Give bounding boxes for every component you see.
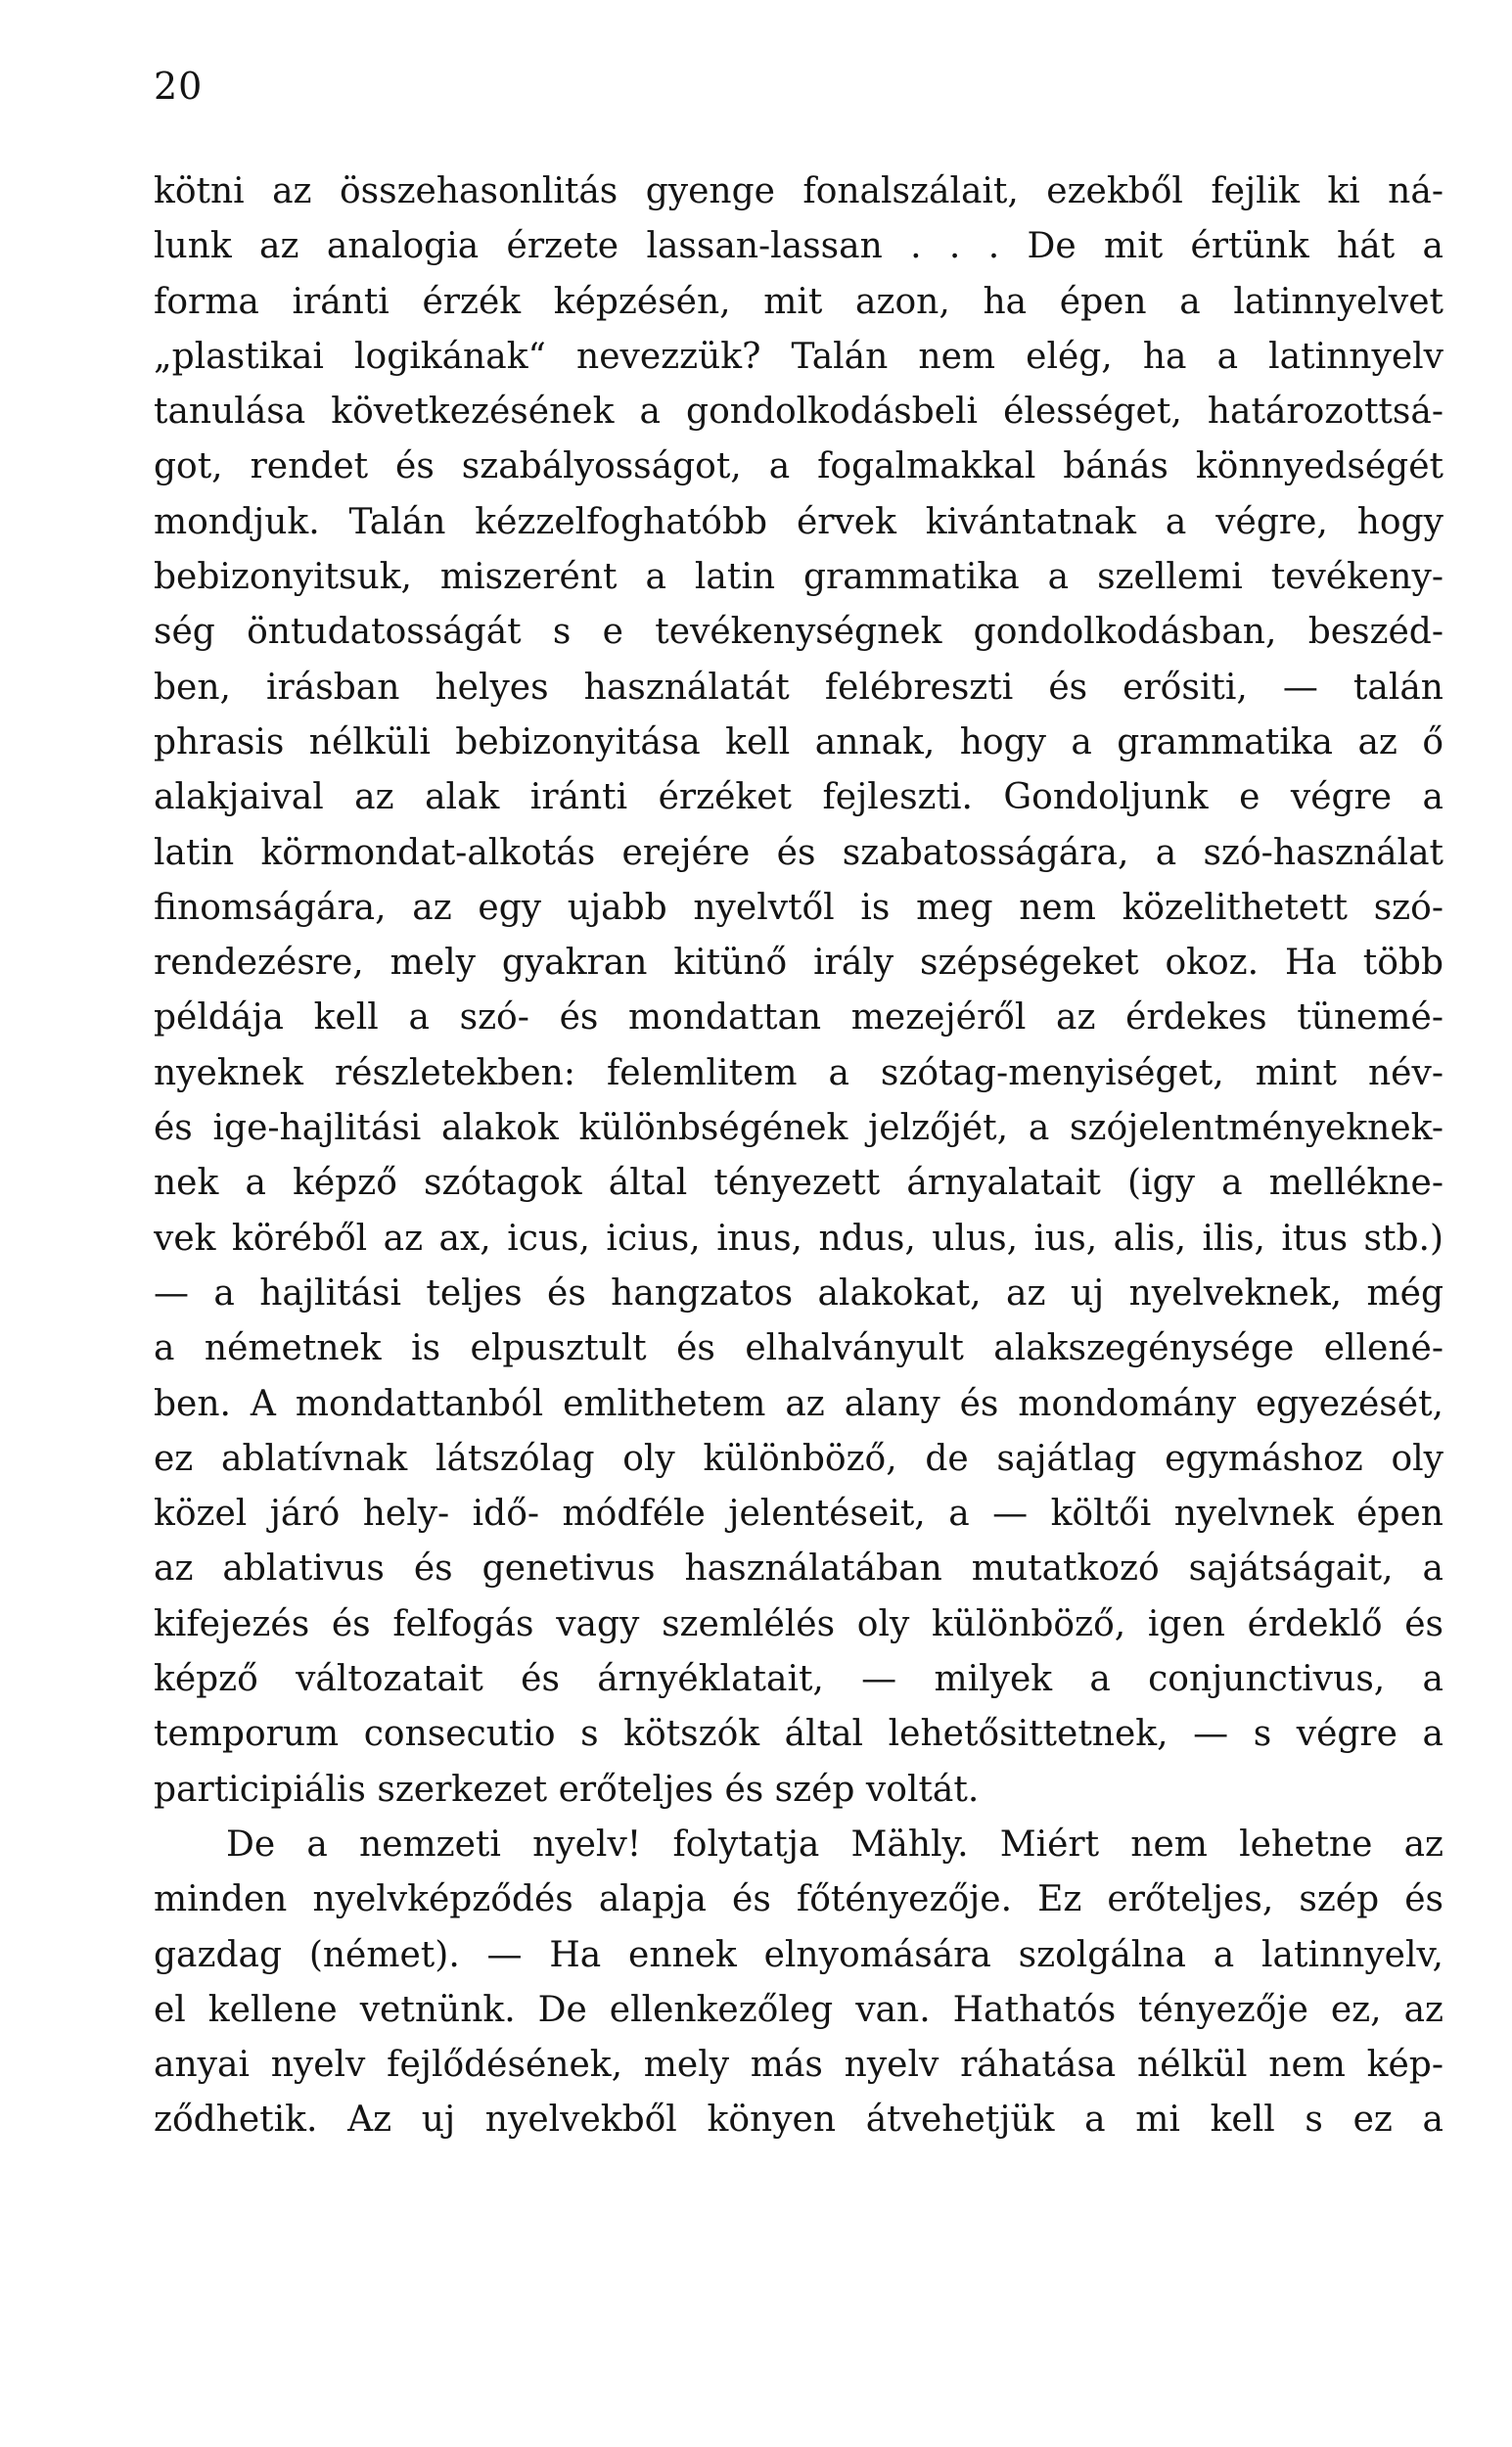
text-line: el kellene vetnünk. De ellenkezőleg van. Hathatós tényezője ez, az: [154, 1989, 1443, 2030]
text-line: temporum consecutio s kötszók által lehetősittetnek, — s végre a: [154, 1714, 1443, 1755]
page-number: 20: [154, 65, 204, 108]
text-line: bebizonyitsuk, miszerént a latin grammatika a szellemi tevékeny-: [154, 557, 1443, 598]
text-line: mondjuk. Talán kézzelfoghatóbb érvek kivántatnak a végre, hogy: [154, 501, 1443, 542]
paragraph-end-line: participiális szerkezet erőteljes és szép voltát.: [154, 1769, 980, 1810]
text-line: ben. A mondattanból emlithetem az alany és mondomány egyezését,: [154, 1383, 1443, 1424]
text-line: nek a képző szótagok által tényezett árnyalatait (igy a mellékne-: [154, 1163, 1443, 1204]
text-line: ez ablatívnak látszólag oly különböző, de sajátlag egymáshoz oly: [154, 1438, 1443, 1479]
text-line: latin körmondat-alkotás erejére és szabatosságára, a szó-használat: [154, 832, 1443, 873]
text-line: minden nyelvképződés alapja és főtényezője. Ez erőteljes, szép és: [154, 1879, 1443, 1920]
text-line: kötni az összehasonlitás gyenge fonalszálait, ezekből fejlik ki ná-: [154, 171, 1443, 211]
text-line: ség öntudatosságát s e tevékenységnek gondolkodásban, beszéd-: [154, 612, 1443, 653]
text-line: got, rendet és szabályosságot, a fogalmakkal bánás könnyedségét: [154, 446, 1443, 487]
text-line: ben, irásban helyes használatát felébreszti és erősiti, — talán: [154, 667, 1443, 708]
text-line: tanulása következésének a gondolkodásbeli élességet, határozottsá-: [154, 392, 1443, 433]
text-line: ződhetik. Az uj nyelvekből könyen átvehetjük a mi kell s ez a: [154, 2100, 1443, 2141]
text-line: az ablativus és genetivus használatában mutatkozó sajátságait, a: [154, 1548, 1443, 1590]
text-line: közel járó hely- idő- módféle jelentéseit, a — költői nyelvnek épen: [154, 1494, 1443, 1535]
text-line: kifejezés és felfogás vagy szemlélés oly különböző, igen érdeklő és: [154, 1603, 1443, 1644]
text-line: rendezésre, mely gyakran kitünő irály szépségeket okoz. Ha több: [154, 943, 1443, 984]
text-line: — a hajlitási teljes és hangzatos alakokat, az uj nyelveknek, még: [154, 1272, 1443, 1314]
text-line: anyai nyelv fejlődésének, mely más nyelv ráhatása nélkül nem kép-: [154, 2045, 1443, 2086]
text-line: lunk az analogia érzete lassan-lassan . . . De mit értünk hát a: [154, 226, 1443, 267]
text-line: gazdag (német). — Ha ennek elnyomására szolgálna a latinnyelv,: [154, 1934, 1443, 1975]
text-line: alakjaival az alak iránti érzéket fejleszti. Gondoljunk e végre a: [154, 777, 1443, 818]
text-line: forma iránti érzék képzésén, mit azon, ha épen a latinnyelvet: [154, 281, 1443, 322]
text-line: képző változatait és árnyéklatait, — milyek a conjunctivus, a: [154, 1659, 1443, 1700]
text-line: nyeknek részletekben: felemlitem a szótag-menyiséget, mint név-: [154, 1052, 1443, 1093]
paragraph-start-line: De a nemzeti nyelv! folytatja Mähly. Miért nem lehetne az: [226, 1824, 1443, 1865]
text-line: a németnek is elpusztult és elhalványult alakszegénysége ellené-: [154, 1328, 1443, 1369]
text-line: „plastikai logikának“ nevezzük? Talán nem elég, ha a latinnyelv: [154, 336, 1443, 377]
text-line: és ige-hajlitási alakok különbségének jelzőjét, a szójelentményeknek-: [154, 1108, 1443, 1149]
text-line: finomságára, az egy ujabb nyelvtől is meg nem közelithetett szó-: [154, 887, 1443, 928]
text-line: vek köréből az ax, icus, icius, inus, ndus, ulus, ius, alis, ilis, itus stb.): [154, 1218, 1443, 1259]
text-line: példája kell a szó- és mondattan mezejéről az érdekes tünemé-: [154, 997, 1443, 1039]
body-text: [154, 164, 1443, 2148]
text-line: phrasis nélküli bebizonyitása kell annak, hogy a grammatika az ő: [154, 721, 1443, 762]
